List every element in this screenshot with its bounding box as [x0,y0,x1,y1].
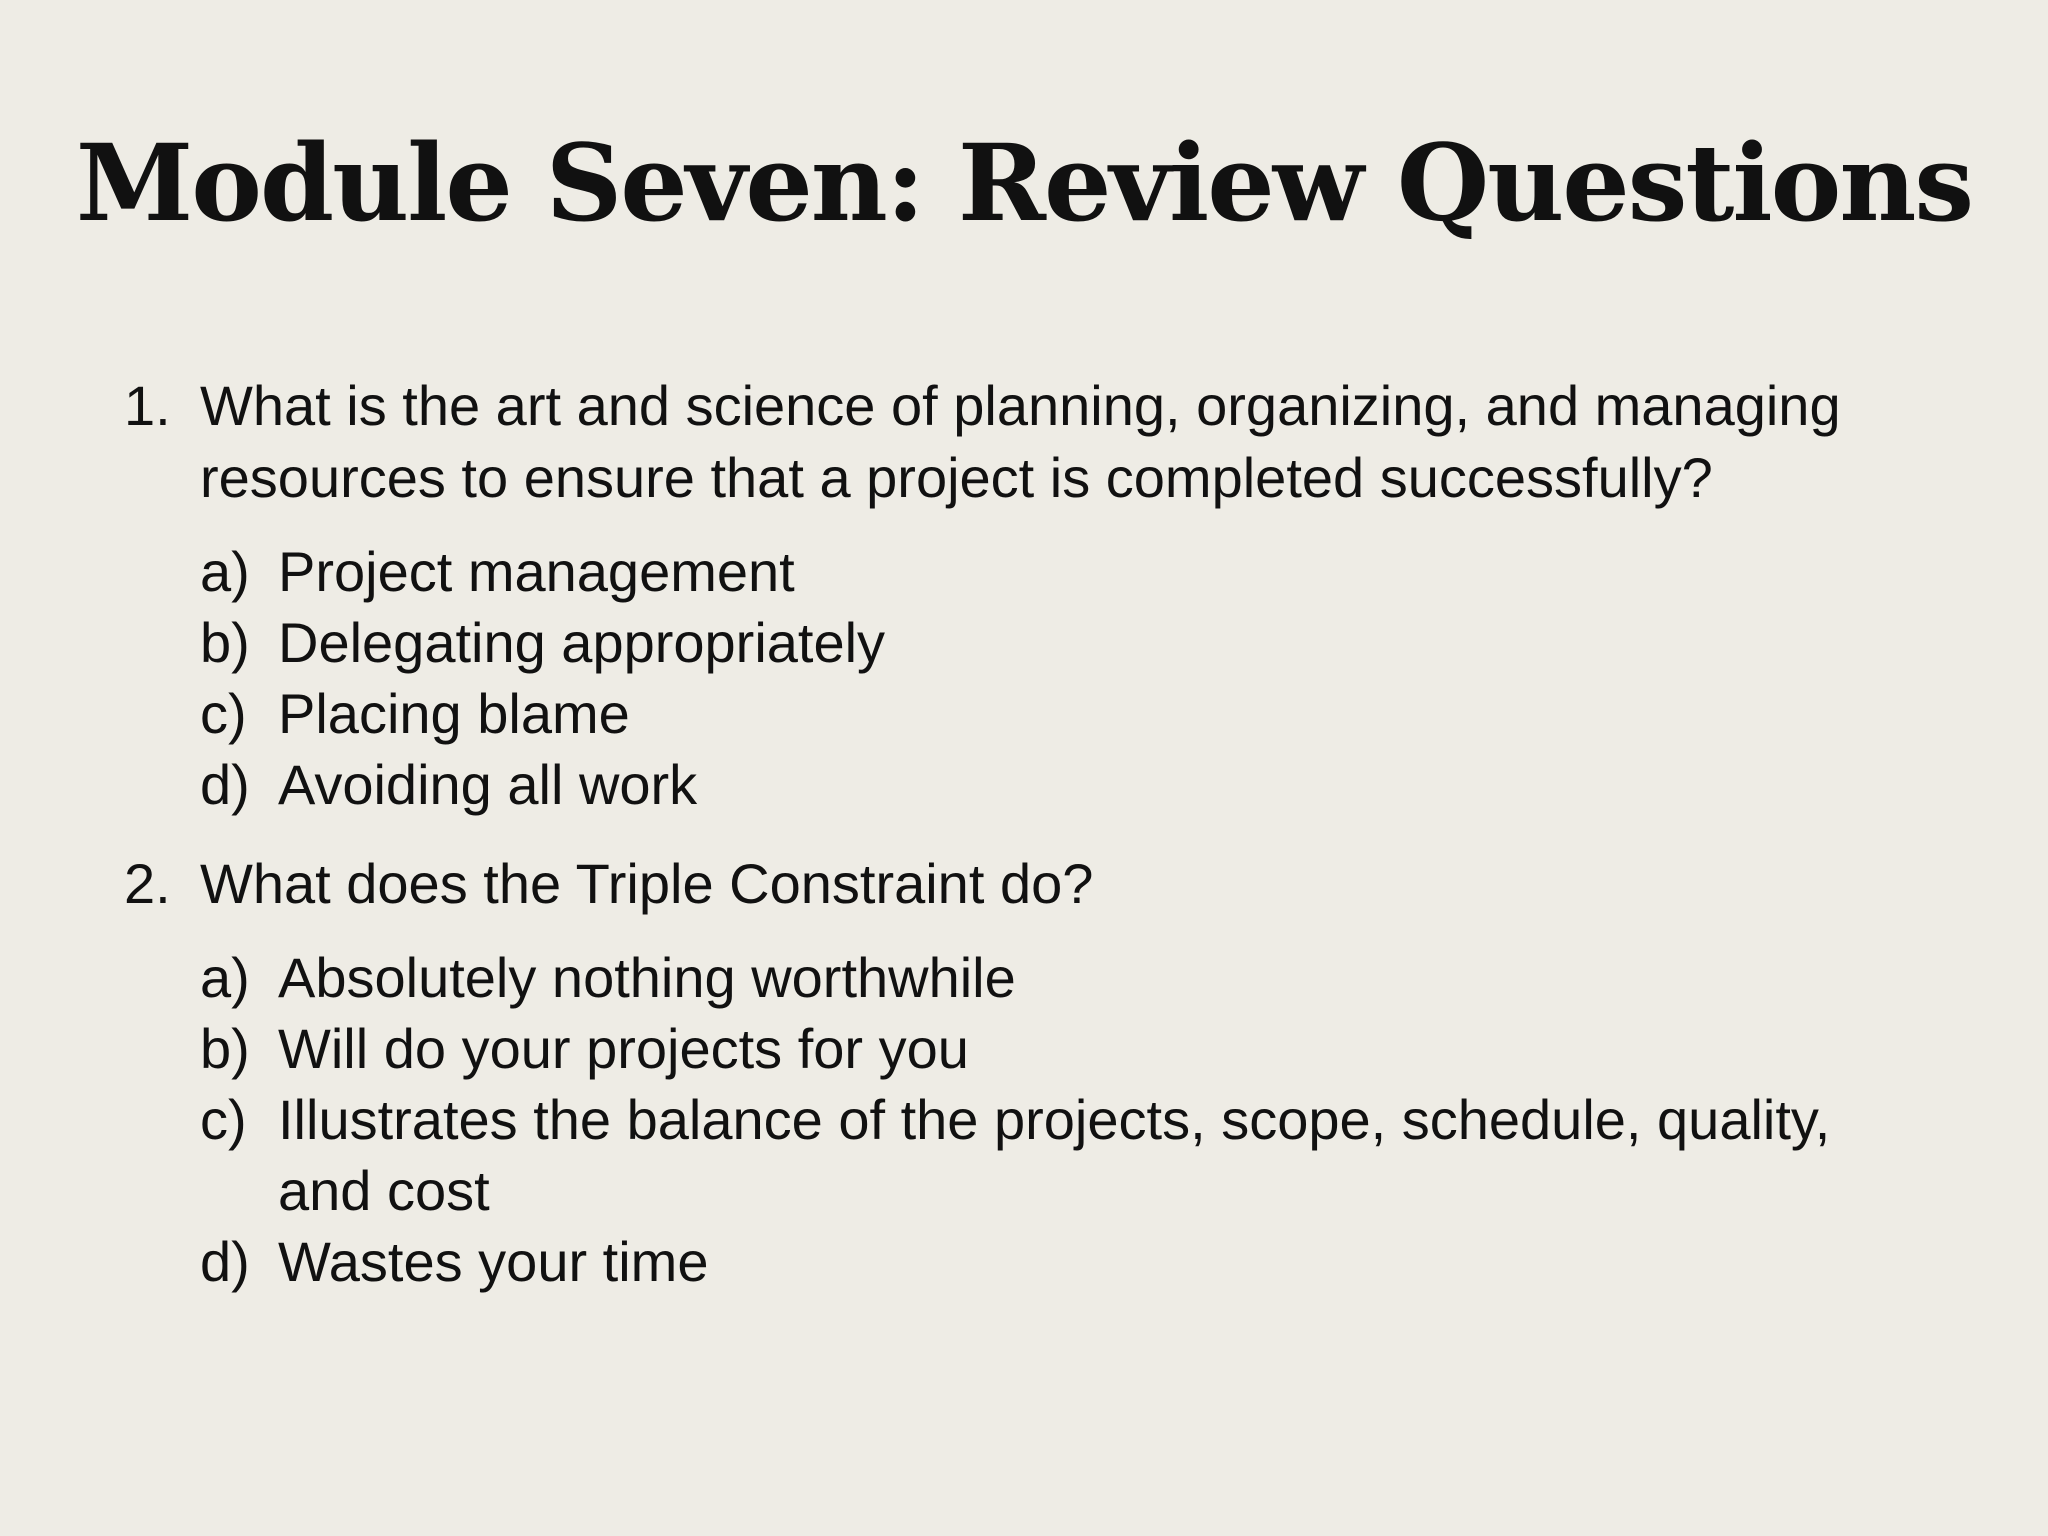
option-text: Absolutely nothing worthwhile [278,946,1016,1009]
review-questions [124,370,1904,1297]
answer-options [200,942,1904,1297]
option-text: Will do your projects for you [278,1017,969,1080]
option-marker: b) [200,611,250,674]
answer-option [200,1084,1904,1226]
question-text: What does the Triple Constraint do? [200,852,1094,915]
option-marker: c) [200,682,247,745]
slide-title: Module Seven: Review Questions [75,120,1973,245]
question-number: 1. [124,374,171,437]
answer-option [200,1226,1904,1297]
option-marker: d) [200,1230,250,1293]
answer-option [200,607,1904,678]
question-text-block [124,848,1904,920]
answer-option [200,942,1904,1013]
question-2 [124,848,1904,1297]
answer-options [200,536,1904,820]
option-text: Placing blame [278,682,630,745]
answer-option [200,536,1904,607]
option-text: Illustrates the balance of the projects, scope, schedule, quality, and cost [278,1088,1831,1222]
option-marker: d) [200,753,250,816]
option-text: Wastes your time [278,1230,709,1293]
option-marker: b) [200,1017,250,1080]
option-marker: c) [200,1088,247,1151]
answer-option [200,749,1904,820]
question-number: 2. [124,852,171,915]
question-1 [124,370,1904,820]
question-text-block [124,370,1904,514]
option-marker: a) [200,540,250,603]
option-marker: a) [200,946,250,1009]
answer-option [200,1013,1904,1084]
option-text: Project management [278,540,795,603]
answer-option [200,678,1904,749]
question-text: What is the art and science of planning, organizing, and managing resources to ensure that a project is completed successfully? [200,374,1841,509]
option-text: Avoiding all work [278,753,698,816]
option-text: Delegating appropriately [278,611,886,674]
